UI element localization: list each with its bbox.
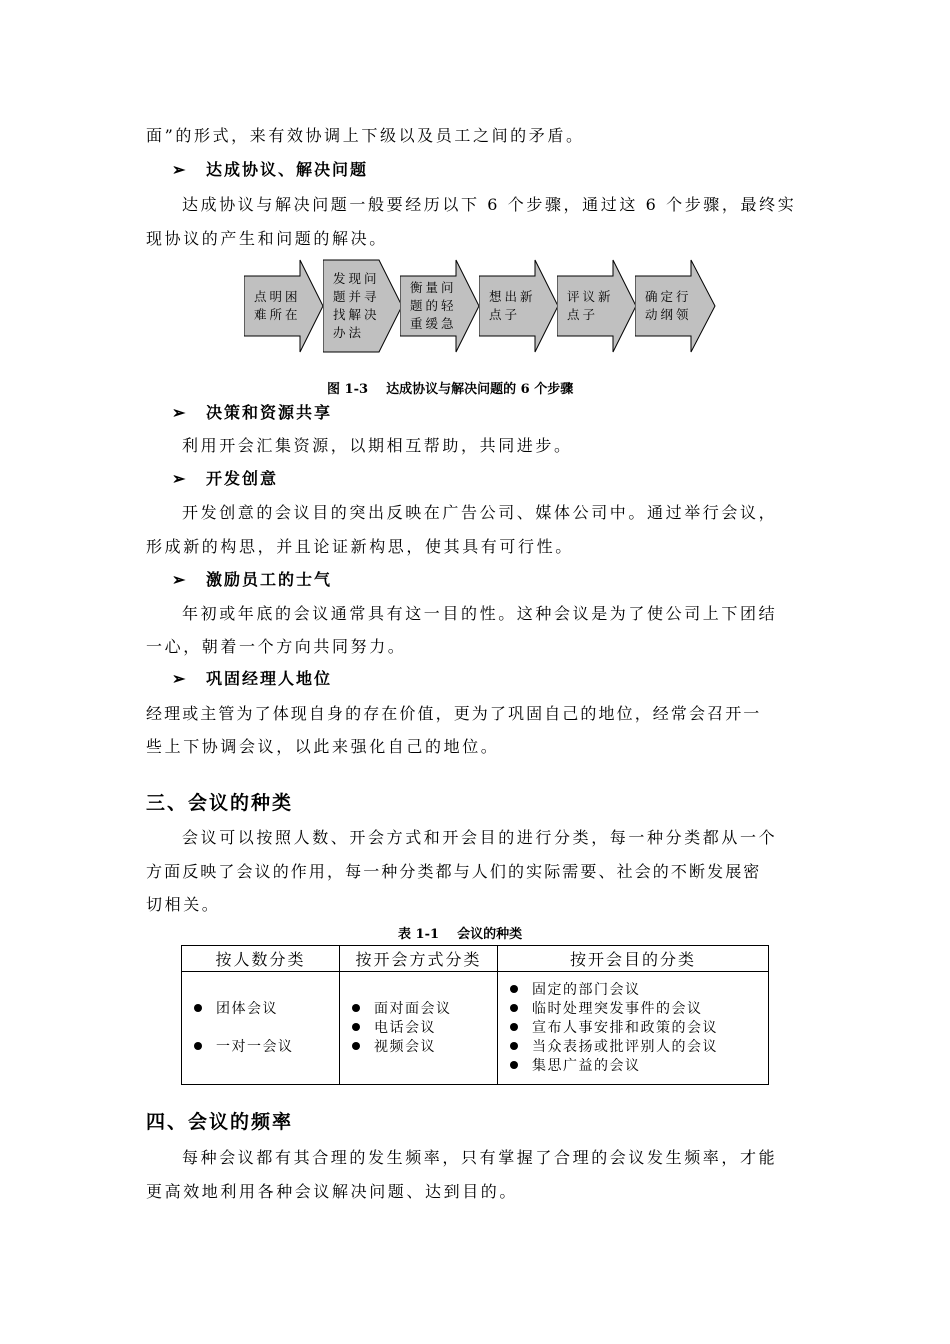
flow-step-4: 想出新 点子	[479, 258, 559, 354]
bullet-heading: ➢ 激励员工的士气	[172, 570, 333, 589]
table-header-cell: 按开会方式分类	[340, 946, 498, 972]
table-header-cell: 按开会目的分类	[498, 946, 769, 972]
table-cell	[182, 972, 340, 1085]
arrow-bullet-icon: ➢	[172, 669, 186, 688]
paragraph-line: 利用开会汇集资源，以期相互帮助，共同进步。	[182, 436, 573, 455]
bullet-dot-icon	[352, 1023, 360, 1031]
meeting-types-table	[181, 945, 769, 1085]
table-cell	[340, 972, 498, 1085]
paragraph-line: 方面反映了会议的作用，每一种分类都与人们的实际需要、社会的不断发展密	[146, 862, 762, 881]
paragraph-line: 经理或主管为了体现自身的存在价值，更为了巩固自己的地位，经常会召开一	[146, 704, 762, 723]
flow-step-1: 点明困 难所在	[244, 258, 324, 354]
paragraph-line: 面”的形式，来有效协调上下级以及员工之间的矛盾。	[146, 126, 585, 145]
section-heading: 四、会议的频率	[146, 1111, 294, 1133]
arrow-bullet-icon: ➢	[172, 570, 186, 589]
paragraph-line: 现协议的产生和问题的解决。	[146, 229, 388, 248]
section-heading: 三、会议的种类	[146, 792, 294, 814]
list-item: 电话会议	[352, 1019, 497, 1038]
bullet-heading: ➢ 开发创意	[172, 469, 279, 488]
list-item: 一对一会议	[194, 1028, 339, 1066]
list-item: 集思广益的会议	[510, 1057, 768, 1076]
paragraph-line: 年初或年底的会议通常具有这一目的性。这种会议是为了使公司上下团结	[182, 604, 778, 623]
arrow-bullet-icon: ➢	[172, 160, 186, 179]
flow-step-2: 发现问 题并寻 找解决 办法	[323, 258, 403, 354]
table-row	[182, 972, 769, 1085]
list-item: 当众表扬或批评别人的会议	[510, 1038, 768, 1057]
bullet-dot-icon	[194, 1004, 202, 1012]
arrow-bullet-icon: ➢	[172, 403, 186, 422]
flow-step-5: 评议新 点子	[557, 258, 637, 354]
list-item: 面对面会议	[352, 1000, 497, 1019]
bullet-dot-icon	[510, 985, 518, 993]
list-item: 团体会议	[194, 990, 339, 1028]
flow-step-6: 确定行 动纲领	[635, 258, 717, 354]
paragraph-line: 一心，朝着一个方向共同努力。	[146, 637, 407, 656]
paragraph-line: 每种会议都有其合理的发生频率，只有掌握了合理的会议发生频率，才能	[182, 1148, 778, 1167]
bullet-dot-icon	[352, 1004, 360, 1012]
paragraph-line: 开发创意的会议目的突出反映在广告公司、媒体公司中。通过举行会议，	[182, 503, 778, 522]
paragraph-line: 达成协议与解决问题一般要经历以下 6 个步骤，通过这 6 个步骤，最终实	[182, 195, 797, 214]
bullet-heading: ➢ 决策和资源共享	[172, 403, 333, 422]
table-header-row	[182, 946, 769, 972]
paragraph-line: 切相关。	[146, 895, 221, 914]
bullet-dot-icon	[510, 1004, 518, 1012]
list-item: 固定的部门会议	[510, 981, 768, 1000]
bullet-dot-icon	[510, 1023, 518, 1031]
six-steps-flow-diagram	[244, 258, 718, 354]
list-item: 视频会议	[352, 1038, 497, 1057]
bullet-heading: ➢ 达成协议、解决问题	[172, 160, 369, 179]
paragraph-line: 些上下协调会议，以此来强化自己的地位。	[146, 737, 500, 756]
bullet-dot-icon	[510, 1061, 518, 1069]
list-item: 宣布人事安排和政策的会议	[510, 1019, 768, 1038]
figure-caption: 图 1-3 达成协议与解决问题的 6 个步骤	[327, 382, 574, 397]
paragraph-line: 会议可以按照人数、开会方式和开会目的进行分类，每一种分类都从一个	[182, 828, 778, 847]
table-header-cell: 按人数分类	[182, 946, 340, 972]
bullet-dot-icon	[510, 1042, 518, 1050]
arrow-bullet-icon: ➢	[172, 469, 186, 488]
paragraph-line: 形成新的构思，并且论证新构思，使其具有可行性。	[146, 537, 574, 556]
table-cell	[498, 972, 769, 1085]
paragraph-line: 更高效地利用各种会议解决问题、达到目的。	[146, 1182, 519, 1201]
flow-step-3: 衡量问 题的轻 重缓急	[400, 258, 480, 354]
table-caption: 表 1-1 会议的种类	[398, 927, 523, 942]
bullet-heading: ➢ 巩固经理人地位	[172, 669, 333, 688]
bullet-dot-icon	[352, 1042, 360, 1050]
bullet-dot-icon	[194, 1042, 202, 1050]
list-item: 临时处理突发事件的会议	[510, 1000, 768, 1019]
